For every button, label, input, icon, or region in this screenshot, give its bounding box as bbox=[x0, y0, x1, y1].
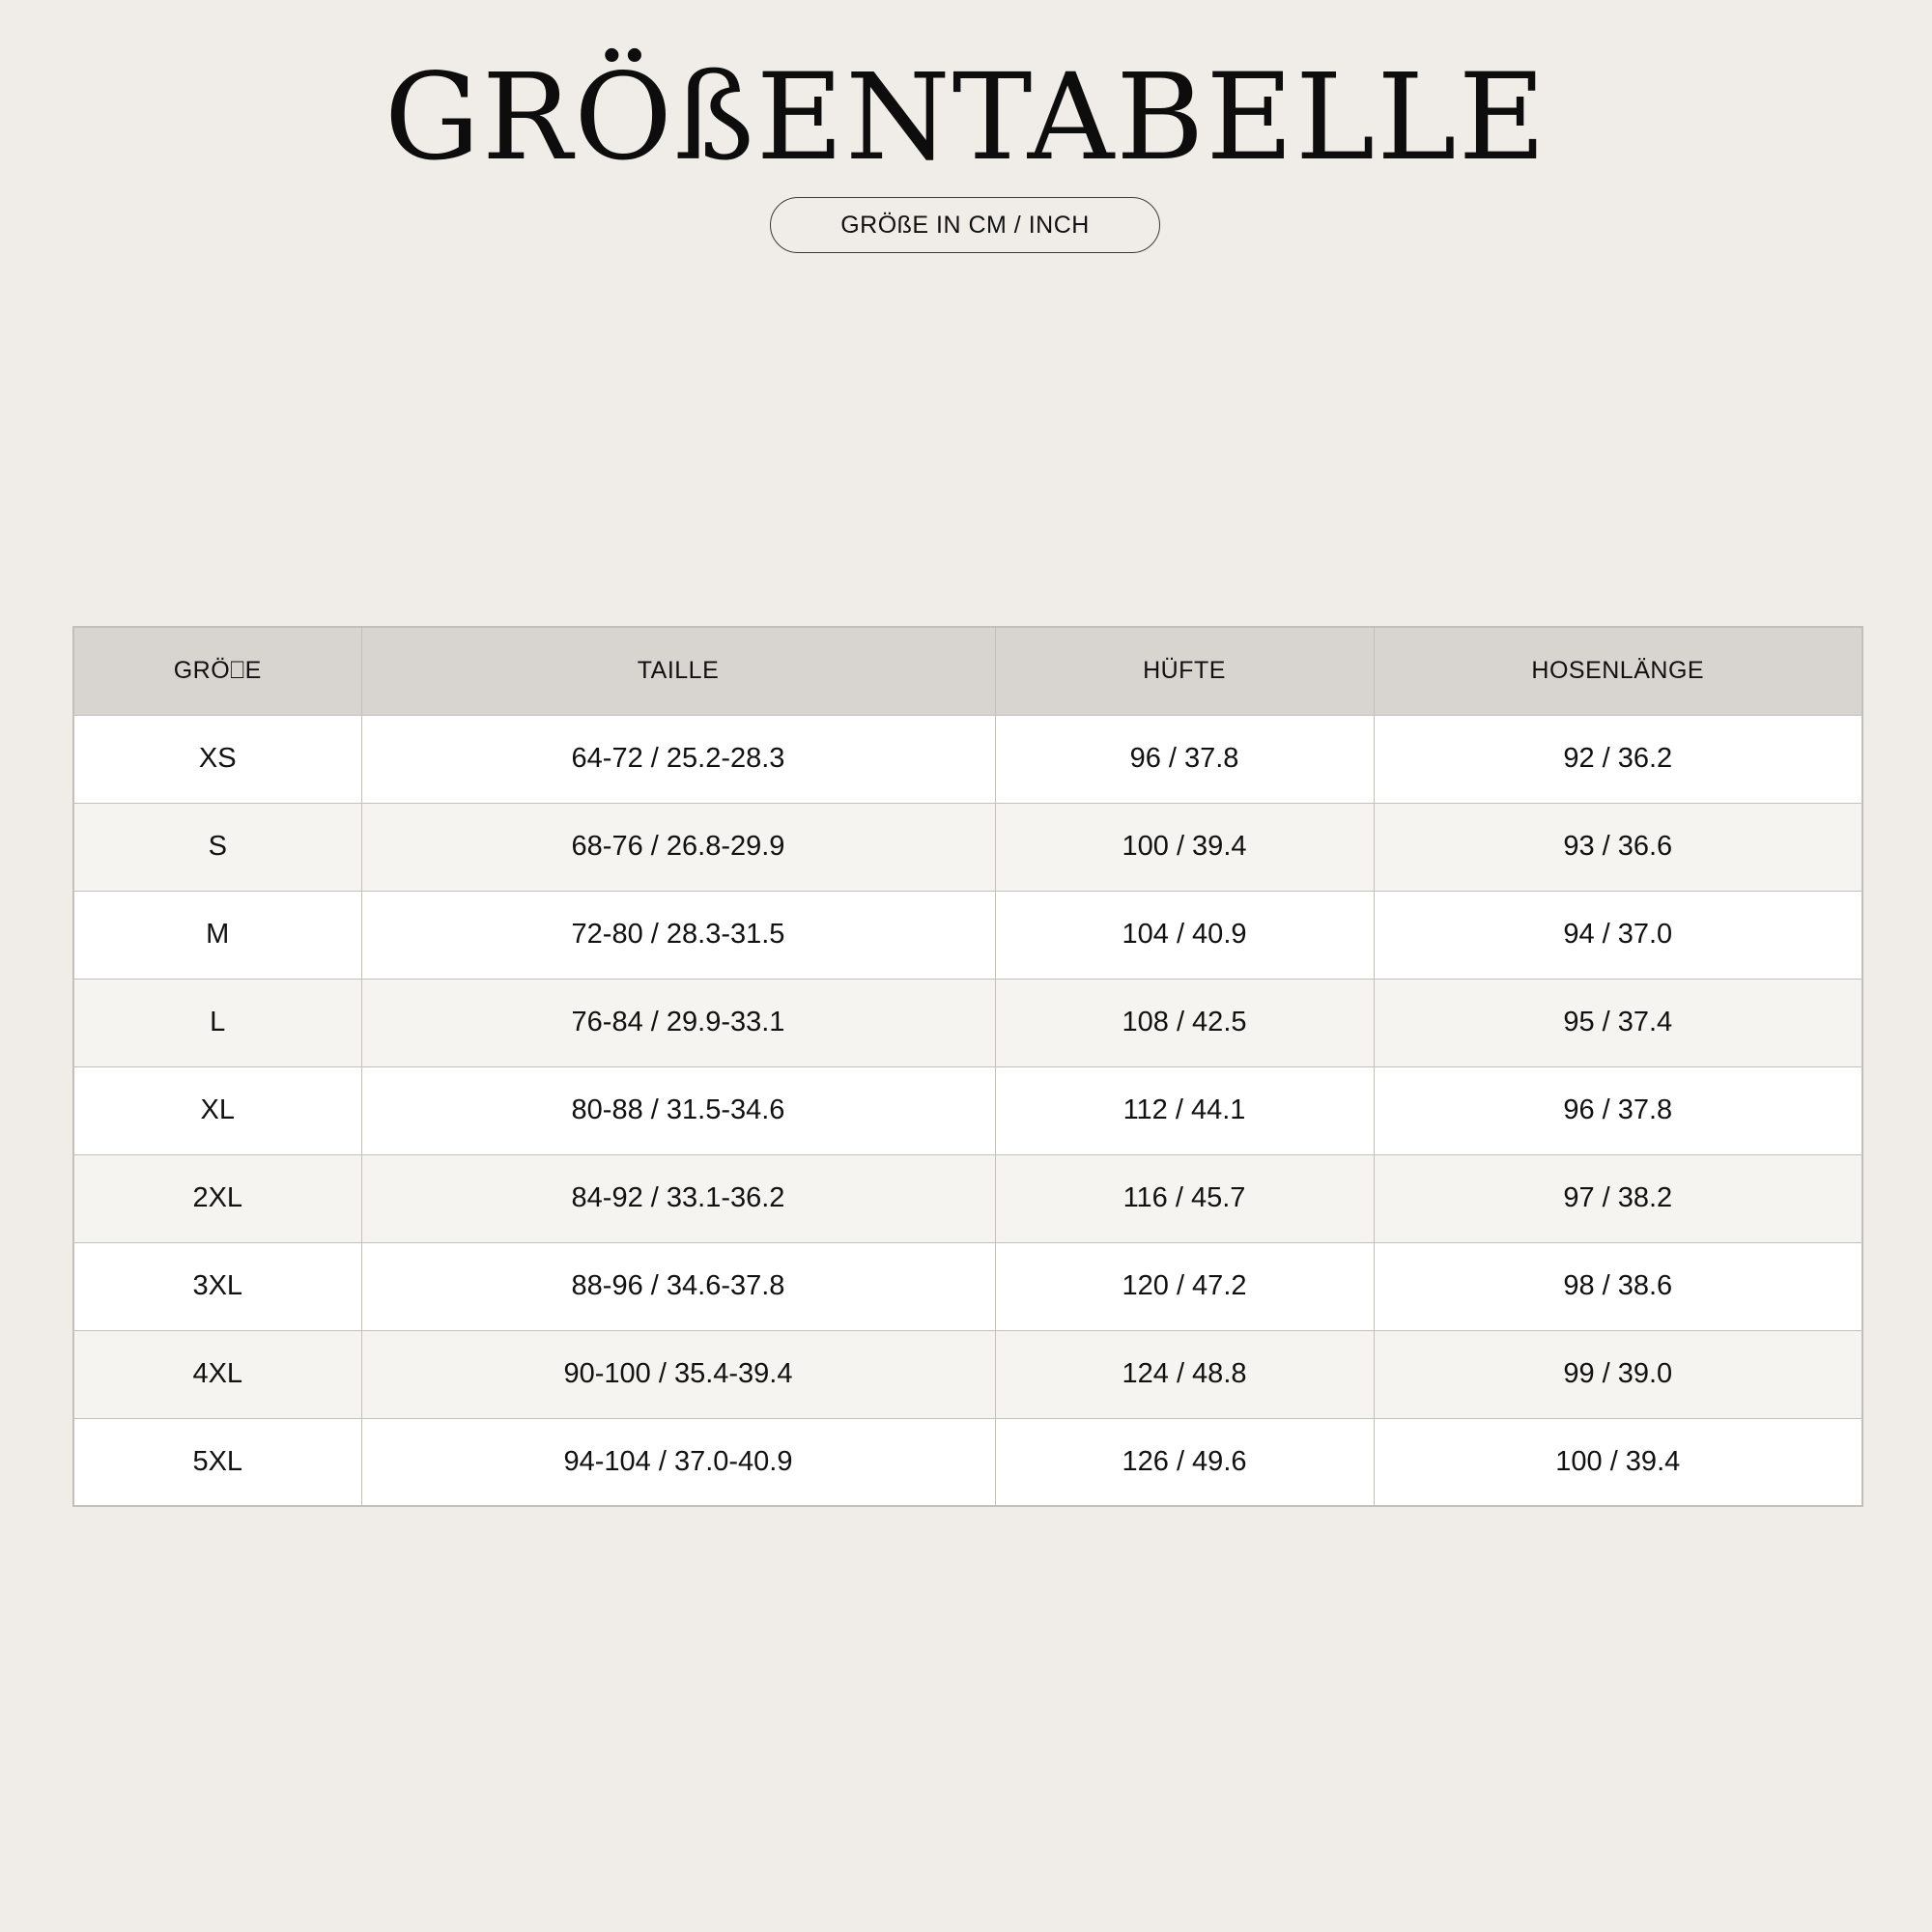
cell-hip: 124 / 48.8 bbox=[995, 1330, 1374, 1418]
cell-size: XL bbox=[73, 1066, 361, 1154]
cell-size: XS bbox=[73, 715, 361, 803]
cell-hip: 108 / 42.5 bbox=[995, 979, 1374, 1066]
unit-badge bbox=[770, 197, 1160, 253]
cell-waist: 72-80 / 28.3-31.5 bbox=[361, 891, 995, 979]
header-size: GRÖ⎕E bbox=[73, 627, 361, 715]
cell-pant-length: 92 / 36.2 bbox=[1374, 715, 1862, 803]
unit-badge-label: GRÖßE IN CM / INCH bbox=[840, 211, 1090, 239]
cell-hip: 126 / 49.6 bbox=[995, 1418, 1374, 1506]
table-row bbox=[73, 1154, 1862, 1242]
cell-hip: 116 / 45.7 bbox=[995, 1154, 1374, 1242]
cell-size: 2XL bbox=[73, 1154, 361, 1242]
cell-hip: 104 / 40.9 bbox=[995, 891, 1374, 979]
cell-size: 5XL bbox=[73, 1418, 361, 1506]
cell-waist: 84-92 / 33.1-36.2 bbox=[361, 1154, 995, 1242]
cell-pant-length: 94 / 37.0 bbox=[1374, 891, 1862, 979]
table-row bbox=[73, 1242, 1862, 1330]
cell-waist: 94-104 / 37.0-40.9 bbox=[361, 1418, 995, 1506]
cell-pant-length: 100 / 39.4 bbox=[1374, 1418, 1862, 1506]
header-waist: TAILLE bbox=[361, 627, 995, 715]
cell-pant-length: 96 / 37.8 bbox=[1374, 1066, 1862, 1154]
cell-size: 4XL bbox=[73, 1330, 361, 1418]
header-hip: HÜFTE bbox=[995, 627, 1374, 715]
cell-waist: 80-88 / 31.5-34.6 bbox=[361, 1066, 995, 1154]
cell-pant-length: 95 / 37.4 bbox=[1374, 979, 1862, 1066]
page-title: GRÖßENTABELLE bbox=[384, 48, 1548, 187]
cell-pant-length: 98 / 38.6 bbox=[1374, 1242, 1862, 1330]
cell-waist: 64-72 / 25.2-28.3 bbox=[361, 715, 995, 803]
table-row bbox=[73, 891, 1862, 979]
cell-pant-length: 97 / 38.2 bbox=[1374, 1154, 1862, 1242]
cell-size: L bbox=[73, 979, 361, 1066]
cell-waist: 76-84 / 29.9-33.1 bbox=[361, 979, 995, 1066]
cell-size: S bbox=[73, 803, 361, 891]
cell-waist: 68-76 / 26.8-29.9 bbox=[361, 803, 995, 891]
size-table bbox=[72, 626, 1863, 1507]
table-header-row bbox=[73, 627, 1862, 715]
table-row bbox=[73, 715, 1862, 803]
cell-hip: 96 / 37.8 bbox=[995, 715, 1374, 803]
table-row bbox=[73, 979, 1862, 1066]
table-row bbox=[73, 1330, 1862, 1418]
cell-pant-length: 93 / 36.6 bbox=[1374, 803, 1862, 891]
table-row bbox=[73, 1066, 1862, 1154]
cell-size: 3XL bbox=[73, 1242, 361, 1330]
cell-hip: 120 / 47.2 bbox=[995, 1242, 1374, 1330]
table-row bbox=[73, 1418, 1862, 1506]
cell-waist: 90-100 / 35.4-39.4 bbox=[361, 1330, 995, 1418]
cell-size: M bbox=[73, 891, 361, 979]
header-pant-length: HOSENLÄNGE bbox=[1374, 627, 1862, 715]
cell-hip: 112 / 44.1 bbox=[995, 1066, 1374, 1154]
cell-waist: 88-96 / 34.6-37.8 bbox=[361, 1242, 995, 1330]
cell-hip: 100 / 39.4 bbox=[995, 803, 1374, 891]
table-row bbox=[73, 803, 1862, 891]
cell-pant-length: 99 / 39.0 bbox=[1374, 1330, 1862, 1418]
